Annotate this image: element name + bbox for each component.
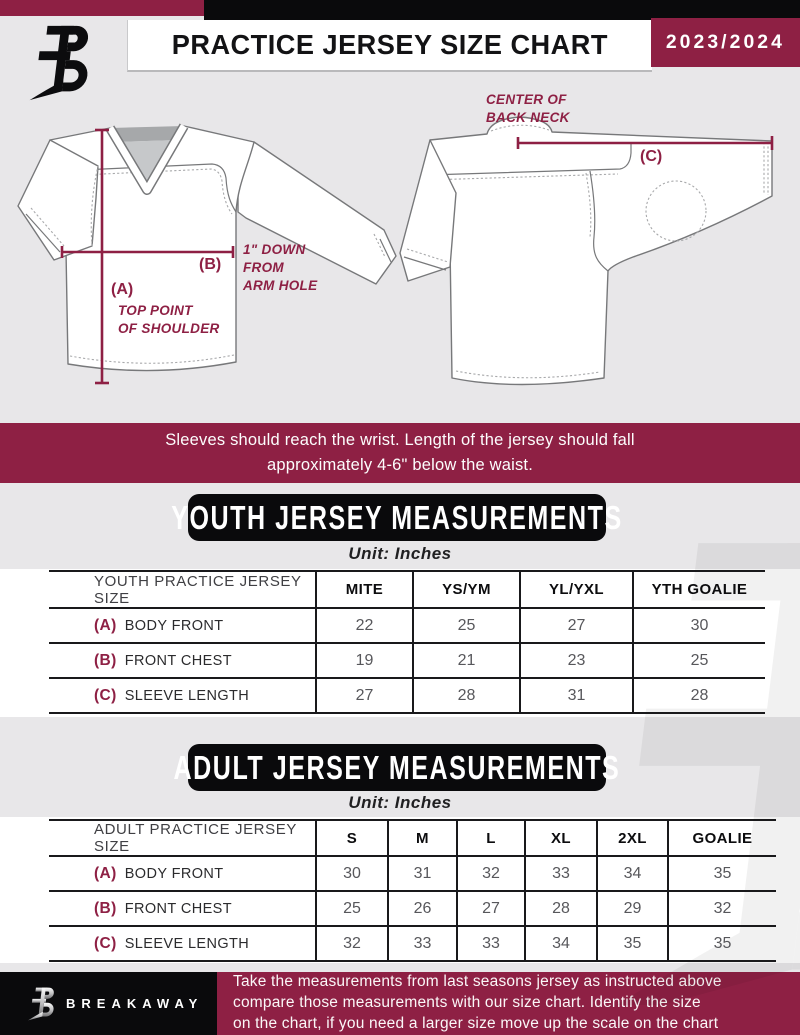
measure-a-note: TOP POINT OF SHOULDER [118, 303, 220, 336]
adult-unit-label: Unit: Inches [348, 793, 452, 812]
table-row: (B) FRONT CHEST 19 21 23 25 [49, 643, 765, 678]
footer-line3: on the chart, if you need a larger size move up the scale on the chart [233, 1014, 719, 1032]
header-maroon-strip [0, 0, 207, 16]
front-jersey-diagram [8, 100, 404, 400]
table-row: (C) SLEEVE LENGTH 27 28 31 28 [49, 678, 765, 713]
youth-col-ysym: YS/YM [413, 571, 520, 608]
adult-col-2xl: 2XL [597, 820, 668, 856]
youth-col-ylyxl: YL/YXL [520, 571, 633, 608]
adult-col-goalie: GOALIE [668, 820, 776, 856]
footer-line2: compare those measurements with our size chart. Identify the size [233, 994, 701, 1012]
breakaway-b-logo-icon [26, 20, 92, 106]
adult-col-xl: XL [525, 820, 597, 856]
youth-header-row [49, 571, 765, 608]
measure-c-note: CENTER OF BACK NECK [486, 92, 570, 125]
page-title-band [127, 20, 652, 72]
table-row: (A) BODY FRONT 30 31 32 33 34 35 [49, 856, 776, 891]
fit-note-line2: approximately 4-6" below the waist. [267, 456, 533, 474]
fit-note-banner [0, 423, 800, 483]
season-label: 2023/2024 [665, 31, 786, 53]
youth-banner-label: YOUTH JERSEY MEASUREMENTS [171, 498, 623, 536]
page-title: PRACTICE JERSEY SIZE CHART [171, 29, 609, 60]
adult-banner-label: ADULT JERSEY MEASUREMENTS [173, 748, 621, 786]
back-jersey-diagram [398, 95, 800, 400]
youth-col-mite: MITE [316, 571, 413, 608]
table-row: (A) BODY FRONT 22 25 27 30 [49, 608, 765, 643]
breakaway-b-logo-icon [26, 985, 56, 1023]
table-row: (C) SLEEVE LENGTH 32 33 33 34 35 35 [49, 926, 776, 961]
adult-size-table [49, 819, 776, 962]
adult-col-s: S [316, 820, 388, 856]
season-badge [651, 18, 800, 67]
adult-size-header: ADULT PRACTICE JERSEY SIZE [49, 820, 316, 856]
measure-c-label: (C) [640, 148, 663, 165]
youth-unit-label: Unit: Inches [348, 544, 452, 563]
youth-col-goalie: YTH GOALIE [633, 571, 765, 608]
footer-brand-name: BREAKAWAY [66, 996, 204, 1011]
table-row: (B) FRONT CHEST 25 26 27 28 29 32 [49, 891, 776, 926]
header-black-strip [204, 0, 800, 20]
youth-size-table [49, 570, 765, 714]
youth-section-banner [171, 494, 623, 541]
adult-header-row [49, 820, 776, 856]
footer-line1: Take the measurements from last seasons jersey as instructed above [233, 973, 722, 991]
adult-section-banner [173, 744, 621, 791]
measure-a-label: (A) [111, 281, 134, 298]
footer-instructions [217, 972, 800, 1035]
measure-b-note: 1" DOWN FROM ARM HOLE [243, 242, 318, 293]
measure-b-label: (B) [199, 256, 222, 273]
fit-note-line1: Sleeves should reach the wrist. Length of the jersey should fall [165, 431, 635, 450]
adult-col-m: M [388, 820, 457, 856]
youth-size-header: YOUTH PRACTICE JERSEY SIZE [49, 571, 316, 608]
adult-col-l: L [457, 820, 525, 856]
footer-brand-block [0, 972, 217, 1035]
